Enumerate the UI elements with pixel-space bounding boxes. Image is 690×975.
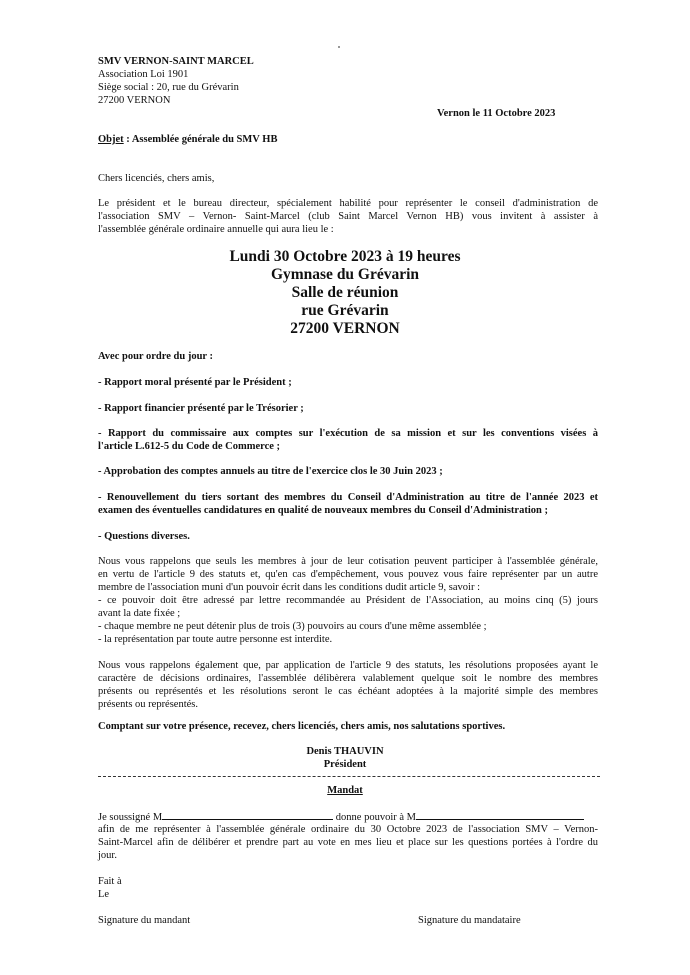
mandat-body-line: Saint-Marcel afin de délibérer et prendre part au vote en mes lieu et place sur les questions portées à l'ordre du — [98, 837, 598, 848]
reminder1-line: - ce pouvoir doit être adressé par lettre recommandée au Président de l'Association, au moins cinq (5) jours — [98, 595, 598, 606]
signatory-title: Président — [323, 759, 367, 770]
mandant-name-field[interactable] — [162, 810, 333, 820]
reminder1-line: avant la date fixée ; — [98, 608, 181, 619]
reminder1-line: - chaque membre ne peut détenir plus de trois (3) pouvoirs au cours d'une même assemblée ; — [98, 621, 487, 632]
intro-line-3: l'assemblée générale ordinaire annuelle qui aura lieu le : — [98, 224, 334, 235]
event-venue: Gymnase du Grévarin — [270, 266, 420, 283]
reminder1-line: membre de l'association muni d'un pouvoir écrit dans les conditions dudit article 9, savoir : — [98, 582, 480, 593]
agenda-title: Avec pour ordre du jour : — [98, 351, 214, 362]
fait-a-label: Fait à — [98, 876, 122, 887]
agenda-item-cont: l'article L.612-5 du Code de Commerce ; — [98, 441, 281, 452]
mandat-line-1 — [98, 810, 584, 824]
agenda-item: - Rapport moral présenté par le Président ; — [98, 377, 292, 388]
org-type: Association Loi 1901 — [98, 69, 189, 80]
signatory-name: Denis THAUVIN — [306, 746, 384, 757]
subject-label: Objet — [98, 134, 124, 145]
reminder2-line: présents ou représentés et les résolutions seront le cas échéant adoptées à la majorité simple des membres — [98, 686, 598, 697]
cut-separator — [98, 776, 600, 777]
intro-line-1: Le président et le bureau directeur, spécialement habilité pour représenter le conseil d'administration de — [98, 198, 598, 209]
reminder1-line: en vertu de l'article 9 des statuts et, qu'en cas d'empêchement, vous pouvez vous faire représenter par un autre — [98, 569, 598, 580]
event-datetime: Lundi 30 Octobre 2023 à 19 heures — [229, 248, 461, 265]
mandataire-name-field[interactable] — [416, 810, 584, 820]
agenda-item: - Approbation des comptes annuels au titre de l'exercice clos le 30 Juin 2023 ; — [98, 466, 443, 477]
reminder1-line: - la représentation par toute autre personne est interdite. — [98, 634, 333, 645]
reminder2-line: Nous vous rappelons également que, par application de l'article 9 des statuts, les résolutions proposées ayant le — [98, 660, 598, 671]
reminder2-line: caractère de décisions ordinaires, l'assemblée délibèrera valablement quelque soit le nombre des membres — [98, 673, 598, 684]
salutation: Chers licenciés, chers amis, — [98, 173, 215, 184]
event-room: Salle de réunion — [291, 284, 399, 301]
reminder2-line: présents ou représentés. — [98, 699, 199, 710]
le-label: Le — [98, 889, 110, 900]
scan-speck — [338, 46, 340, 48]
subject-text: : Assemblée générale du SMV HB — [123, 134, 278, 145]
intro-line-2: l'association SMV – Vernon- Saint-Marcel (club Saint Marcel Vernon HB) vous invitent à assister à — [98, 211, 598, 222]
signature-mandataire-label: Signature du mandataire — [418, 915, 521, 926]
agenda-item-cont: examen des éventuelles candidatures en qualité de nouveaux membres du Conseil d'Administration ; — [98, 505, 548, 516]
agenda-item: - Renouvellement du tiers sortant des membres du Conseil d'Administration au titre de l'année 2023 et — [98, 492, 598, 503]
org-address: Siège social : 20, rue du Grévarin — [98, 82, 239, 93]
event-city: 27200 VERNON — [290, 320, 400, 337]
agenda-item: - Rapport financier présenté par le Trésorier ; — [98, 403, 304, 414]
org-name: SMV VERNON-SAINT MARCEL — [98, 56, 254, 67]
mandat-body-line: afin de me représenter à l'assemblée générale ordinaire du 30 Octobre 2023 de l'association SMV – Vernon- — [98, 824, 598, 835]
agenda-item: - Rapport du commissaire aux comptes sur l'exécution de sa mission et sur les conventions visées à — [98, 428, 598, 439]
date-line: Vernon le 11 Octobre 2023 — [437, 108, 556, 119]
mandat-body-line: jour. — [98, 850, 117, 861]
org-city: 27200 VERNON — [98, 95, 171, 106]
mandat-pouvoir-label: donne pouvoir à M — [335, 812, 416, 823]
agenda-item: - Questions diverses. — [98, 531, 190, 542]
signature-mandant-label: Signature du mandant — [98, 915, 191, 926]
mandat-soussigne-label: Je soussigné M — [98, 812, 163, 823]
closing: Comptant sur votre présence, recevez, chers licenciés, chers amis, nos salutations sportives. — [98, 721, 506, 732]
reminder1-line: Nous vous rappelons que seuls les membres à jour de leur cotisation peuvent participer à l'assemblée générale, — [98, 556, 598, 567]
mandat-title: Mandat — [327, 785, 363, 796]
subject-line — [98, 133, 277, 146]
event-street: rue Grévarin — [301, 302, 389, 319]
